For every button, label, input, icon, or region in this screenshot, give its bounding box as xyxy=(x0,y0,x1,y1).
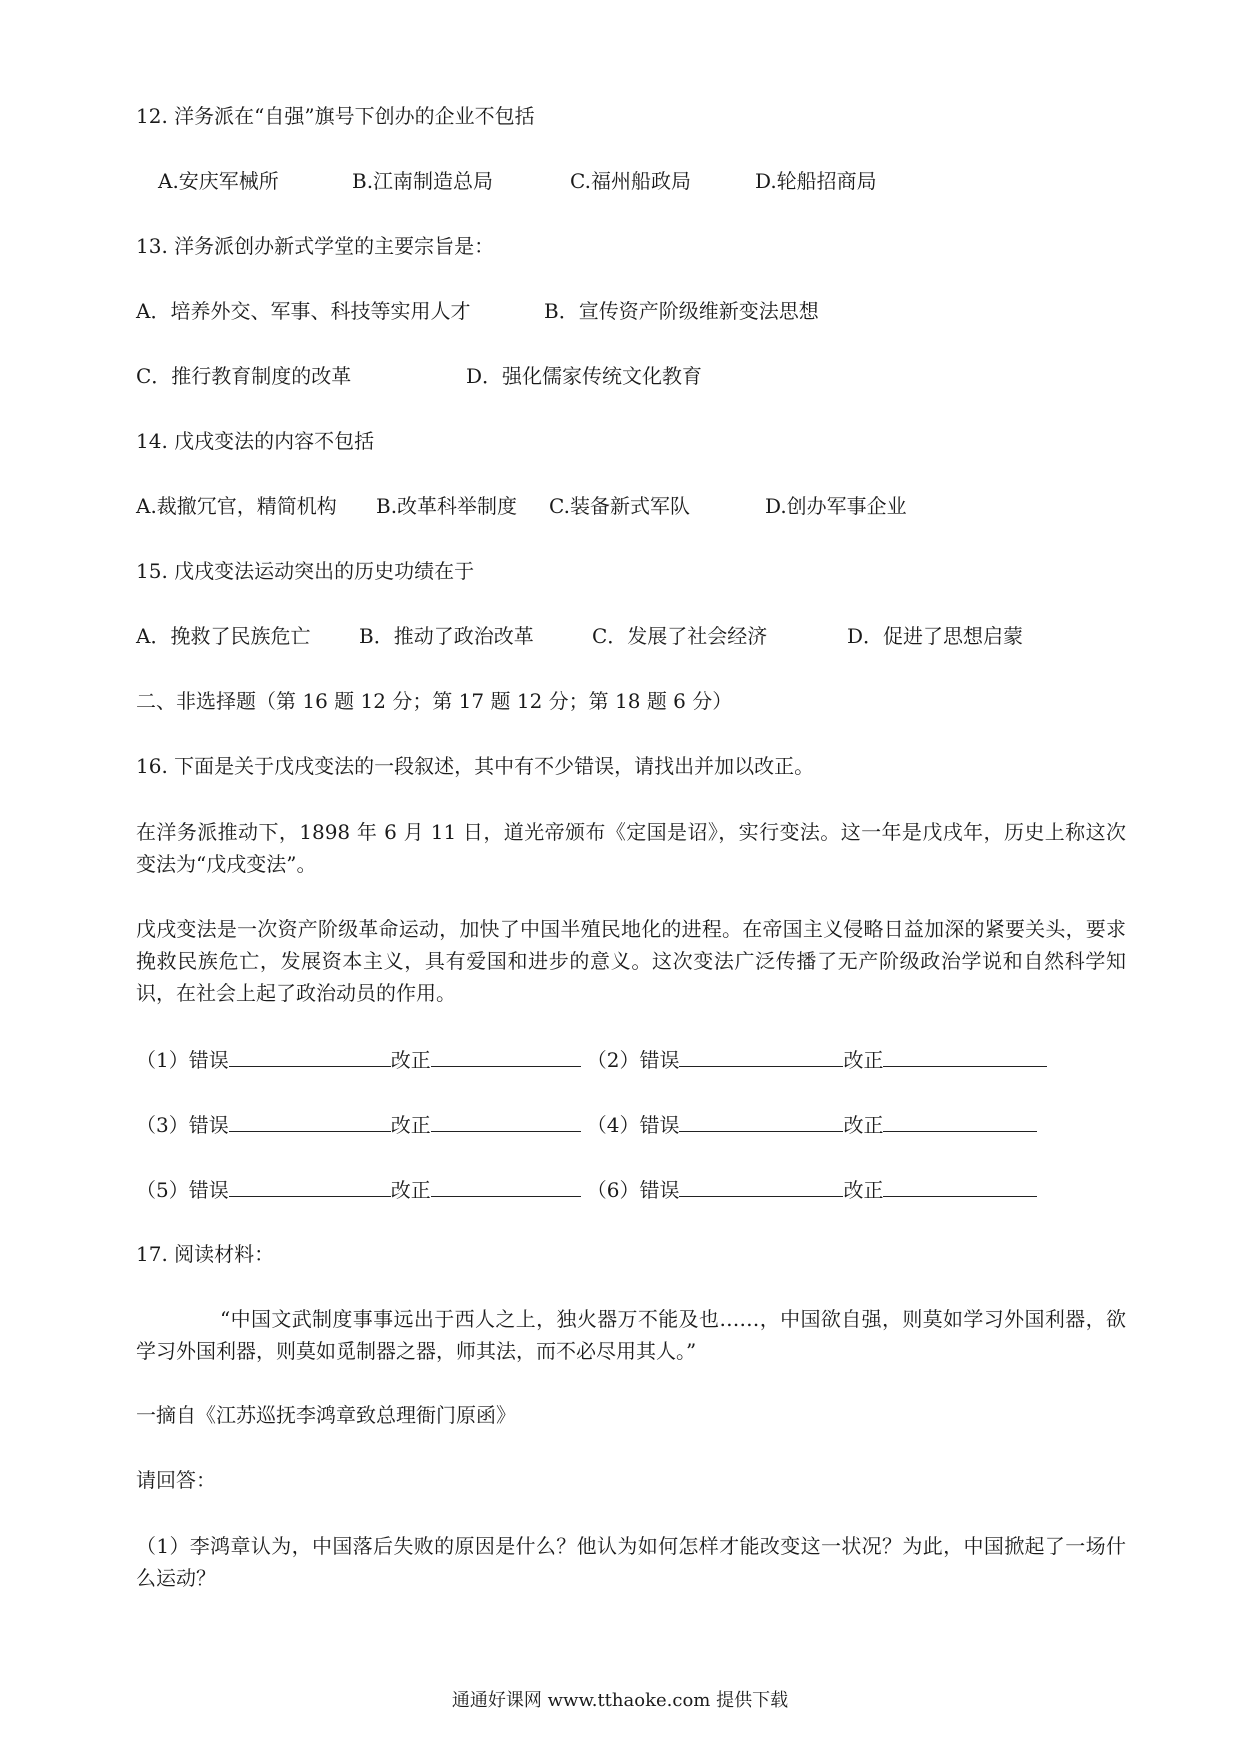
q17-sub-question-1: （1）李鸿章认为，中国落后失败的原因是什么？他认为如何怎样才能改变这一状况？为此，中国掀起了一场什么运动？ xyxy=(136,1534,1126,1590)
error-label: 错误 xyxy=(188,1113,229,1137)
fix-label: 改正 xyxy=(390,1178,431,1202)
q13-stem: 13. 洋务派创办新式学堂的主要宗旨是： xyxy=(136,234,495,258)
q15-option-a: A．挽救了民族危亡 xyxy=(136,624,311,648)
q12-option-c: C.福州船政局 xyxy=(570,169,691,193)
q16-answer-row-2 xyxy=(136,1109,1037,1140)
q13-option-d: D．强化儒家传统文化教育 xyxy=(466,364,703,388)
fix-label: 改正 xyxy=(390,1048,431,1072)
error-label: 错误 xyxy=(639,1178,680,1202)
fix-label: 改正 xyxy=(843,1178,884,1202)
q12-option-b: B.江南制造总局 xyxy=(352,169,494,193)
q13-option-a: A．培养外交、军事、科技等实用人才 xyxy=(136,299,471,323)
q14-stem: 14. 戊戌变法的内容不包括 xyxy=(136,429,375,453)
q14-option-d: D.创办军事企业 xyxy=(765,494,907,518)
q17-quote: “中国文武制度事事远出于西人之上，独火器万不能及也……，中国欲自强，则莫如学习外国利器，欲学习外国利器，则莫如觅制器之器，师其法，而不必尽用其人。” xyxy=(136,1307,1126,1363)
q16-item-label: （2） xyxy=(586,1048,640,1072)
section2-heading: 二、非选择题（第 16 题 12 分；第 17 题 12 分；第 18 题 6 分） xyxy=(136,689,733,713)
q15-stem: 15. 戊戌变法运动突出的历史功绩在于 xyxy=(136,559,475,583)
q12-stem: 12. 洋务派在“自强”旗号下创办的企业不包括 xyxy=(136,104,535,128)
q12-option-d: D.轮船招商局 xyxy=(755,169,877,193)
fix-label: 改正 xyxy=(843,1113,884,1137)
q16-item-label: （1） xyxy=(136,1048,189,1072)
q14-option-a: A.裁撤冗官，精简机构 xyxy=(136,494,337,518)
fix-label: 改正 xyxy=(843,1048,884,1072)
fix-blank[interactable] xyxy=(431,1044,581,1067)
q15-option-c: C．发展了社会经济 xyxy=(592,624,768,648)
error-blank[interactable] xyxy=(229,1109,391,1132)
q13-option-c: C．推行教育制度的改革 xyxy=(136,364,352,388)
q14-option-c: C.装备新式军队 xyxy=(549,494,690,518)
q12-option-a: A.安庆军械所 xyxy=(158,169,279,193)
error-label: 错误 xyxy=(639,1113,680,1137)
q17-prompt: 请回答： xyxy=(136,1468,216,1492)
error-blank[interactable] xyxy=(229,1044,391,1067)
q17-stem: 17. 阅读材料： xyxy=(136,1242,275,1266)
q13-option-b: B．宣传资产阶级维新变法思想 xyxy=(544,299,819,323)
q17-source: 一摘自《江苏巡抚李鸿章致总理衙门原函》 xyxy=(136,1403,516,1427)
page-footer: 通通好课网 www.tthaoke.com 提供下载 xyxy=(451,1690,789,1711)
error-blank[interactable] xyxy=(679,1044,843,1067)
error-blank[interactable] xyxy=(679,1109,843,1132)
fix-blank[interactable] xyxy=(883,1174,1037,1197)
q16-answer-row-1 xyxy=(136,1044,1047,1075)
q16-answer-row-3 xyxy=(136,1174,1037,1205)
q16-paragraph-1: 在洋务派推动下，1898 年 6 月 11 日，道光帝颁布《定国是诏》，实行变法。这一年是戊戌年，历史上称这次变法为“戊戌变法”。 xyxy=(136,820,1126,876)
q16-item-label: （4） xyxy=(586,1113,640,1137)
fix-blank[interactable] xyxy=(431,1109,581,1132)
q16-paragraph-2: 戊戌变法是一次资产阶级革命运动，加快了中国半殖民地化的进程。在帝国主义侵略日益加深的紧要关头，要求挽救民族危亡，发展资本主义，具有爱国和进步的意义。这次变法广泛传播了无产阶级政治学说和自然科学知识，在社会上起了政治动员的作用。 xyxy=(136,917,1126,1005)
q14-option-b: B.改革科举制度 xyxy=(376,494,518,518)
q16-item-label: （6） xyxy=(586,1178,640,1202)
q16-item-label: （3） xyxy=(136,1113,189,1137)
q15-option-b: B．推动了政治改革 xyxy=(359,624,534,648)
q15-option-d: D．促进了思想启蒙 xyxy=(847,624,1024,648)
error-label: 错误 xyxy=(188,1048,229,1072)
fix-blank[interactable] xyxy=(883,1044,1047,1067)
error-blank[interactable] xyxy=(229,1174,391,1197)
fix-blank[interactable] xyxy=(883,1109,1037,1132)
q16-stem: 16. 下面是关于戊戌变法的一段叙述，其中有不少错误，请找出并加以改正。 xyxy=(136,754,815,778)
error-label: 错误 xyxy=(639,1048,680,1072)
q16-item-label: （5） xyxy=(136,1178,189,1202)
error-blank[interactable] xyxy=(679,1174,843,1197)
fix-label: 改正 xyxy=(390,1113,431,1137)
fix-blank[interactable] xyxy=(431,1174,581,1197)
error-label: 错误 xyxy=(188,1178,229,1202)
